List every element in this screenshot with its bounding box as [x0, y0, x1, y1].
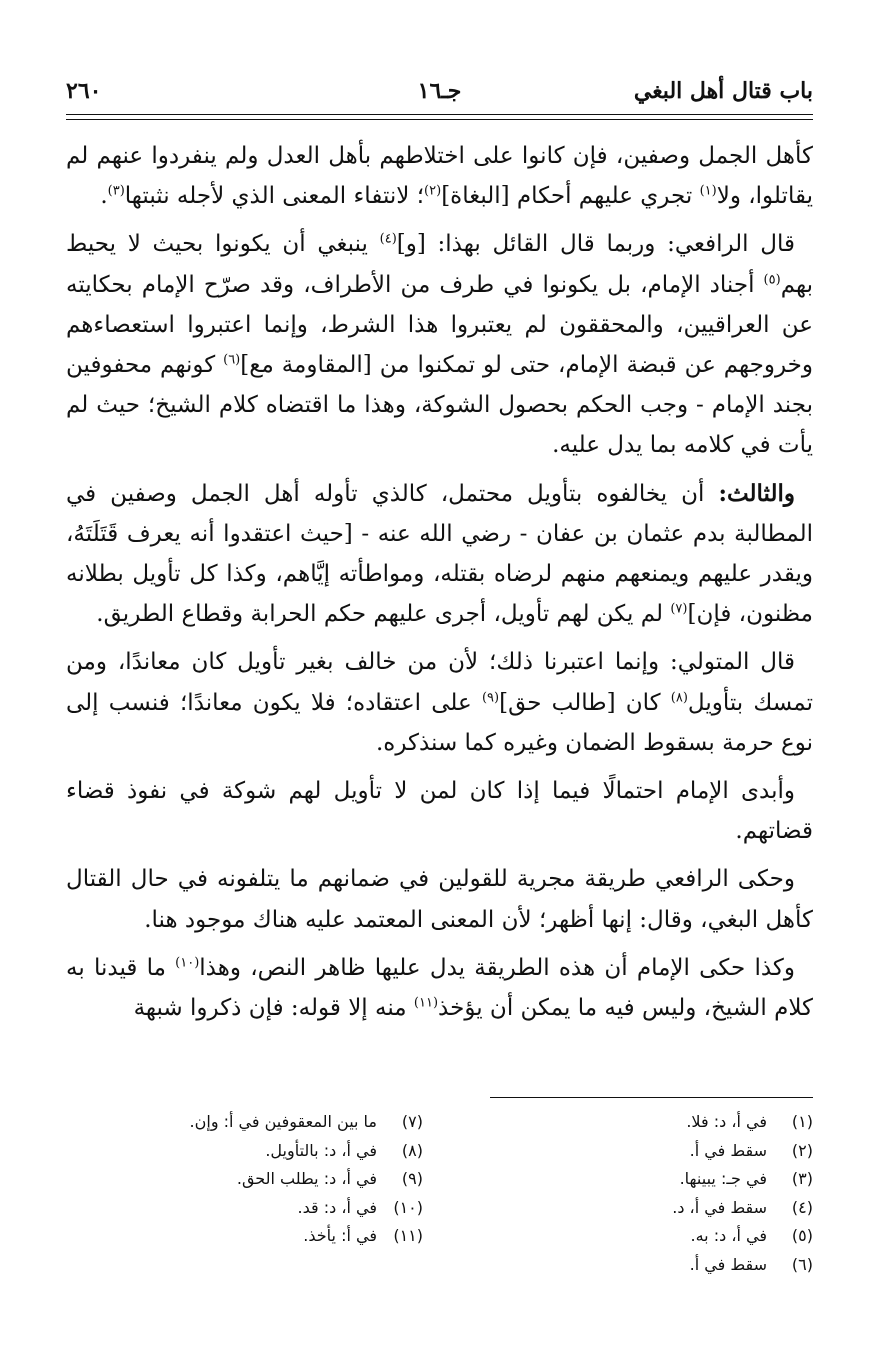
text-run: ينبغي أن يكونوا بحيث لا يحيط بهم [66, 231, 813, 298]
footnote [473, 1165, 813, 1194]
text-run: أن يخالفوه بتأويل محتمل، كالذي تأوله أهل الجمل وصفين في المطالبة بدم عثمان بن عفان - رضي الله عنه - [حيث اعتقدوا أنه يعرف قَتَلَتَهُ، ويقدر عليهم ويمنعهم منهم لرضاه بقتله، ومواطأته إيَّاهم، وكذا كل تأويل بطلانه مظنون، فإن] [66, 480, 813, 628]
footnote [473, 1108, 813, 1137]
footnote-ref[interactable]: (٤) [379, 231, 397, 247]
paragraph [66, 136, 813, 216]
footnote-number: (٨) [401, 1140, 423, 1160]
footnote-ref[interactable]: (٩) [481, 689, 500, 705]
text-run: كان [طالب حق] [499, 689, 671, 716]
footnote-number: (٥) [791, 1226, 813, 1245]
text-run: . [100, 183, 108, 210]
footnote-ref[interactable]: (١٠) [175, 955, 200, 971]
main-text [66, 136, 813, 1036]
footnote-text: في أ، د: بالتأويل. [265, 1140, 377, 1160]
footnote [473, 1194, 813, 1223]
footnote-text: في جـ: يبينها. [679, 1169, 767, 1188]
footnote-text: في أ: يأخذ. [303, 1226, 377, 1245]
text-run: لم يكن لهم تأويل، أجرى عليهم حكم الحرابة وقطاع الطريق. [96, 601, 671, 628]
footnote-text: سقط في أ. [689, 1254, 767, 1274]
footnote-text: سقط في أ. [689, 1140, 767, 1160]
text-run: وحكى الرافعي طريقة مجرية للقولين في ضمانهم ما يتلفونه في حال القتال كأهل البغي، وقال: إنها أظهر؛ لأن المعنى المعتمد عليه هناك موجود هنا. [66, 866, 813, 933]
paragraph [66, 224, 813, 465]
footnote-rule [490, 1097, 813, 1098]
header-rule-secondary [66, 119, 813, 120]
footnote-ref[interactable]: (١) [699, 183, 717, 199]
paragraph [66, 771, 813, 851]
volume-label: جـ١٦ [417, 78, 462, 104]
header-rule [66, 114, 813, 115]
footnote-number: (٦) [791, 1254, 813, 1274]
chapter-title: باب قتال أهل البغي [633, 78, 813, 104]
footnote-ref[interactable]: (٦) [223, 352, 241, 368]
text-run: كونهم محفوفين بجند الإمام - وجب الحكم بحصول الشوكة، وهذا ما اقتضاه كلام الشيخ؛ حيث لم يأت في كلامه بما يدل عليه. [66, 352, 813, 459]
running-header [66, 72, 813, 112]
footnote-text: في أ، د: به. [690, 1226, 767, 1245]
text-run: ؛ لانتفاء المعنى الذي لأجله نثبتها [124, 183, 425, 210]
text-run: على اعتقاده؛ فلا يكون معاندًا؛ فنسب إلى نوع حرمة بسقوط الضمان وغيره كما سنذكره. [66, 689, 813, 756]
footnote-text: سقط في أ، د. [672, 1197, 767, 1217]
text-run: وكذا حكى الإمام أن هذه الطريقة يدل عليها ظاهر النص، وهذا [199, 954, 795, 981]
text-run: قال المتولي: وإنما اعتبرنا ذلك؛ لأن من خالف بغير تأويل كان معاندًا، ومن تمسك بتأويل [66, 649, 813, 716]
footnote-ref[interactable]: (٨) [670, 689, 688, 705]
footnote-number: (٣) [791, 1169, 813, 1188]
footnote [473, 1137, 813, 1166]
footnote-ref[interactable]: (٢) [424, 183, 442, 199]
footnote-number: (٧) [401, 1112, 423, 1131]
footnote [83, 1222, 423, 1251]
paragraph [66, 948, 813, 1028]
paragraph [66, 859, 813, 939]
footnote [473, 1251, 813, 1280]
footnote [83, 1108, 423, 1137]
text-run: قال الرافعي: وربما قال القائل بهذا: [و] [396, 231, 795, 258]
footnote-number: (١١) [393, 1226, 423, 1245]
paragraph-lead: والثالث: [718, 479, 795, 507]
footnote-ref[interactable]: (٧) [670, 601, 688, 617]
footnotes-column-right [473, 1108, 813, 1279]
footnote [473, 1222, 813, 1251]
footnote-text: في أ، د: قد. [297, 1197, 377, 1217]
footnote [83, 1137, 423, 1166]
footnote-number: (٩) [401, 1169, 423, 1188]
text-run: تجري عليهم أحكام [البغاة] [441, 183, 700, 210]
footnote-number: (٢) [791, 1140, 813, 1160]
text-run: وأبدى الإمام احتمالًا فيما إذا كان لمن لا تأويل لهم شوكة في نفوذ قضاء قضاتهم. [66, 778, 813, 845]
text-run: كأهل الجمل وصفين، فإن كانوا على اختلاطهم بأهل العدل ولم ينفردوا عنهم لم يقاتلوا، ولا [66, 143, 813, 210]
text-run: أجناد الإمام، بل يكونوا في طرف من الأطراف، وقد صرّح الإمام بحكايته عن العراقيين، والمحققون لم يعتبروا هذا الشرط، وإنما اعتبروا استعصاءهم وخروجهم عن قبضة الإمام، حتى لو تمكنوا من [المقاومة مع] [66, 271, 813, 379]
footnote [83, 1165, 423, 1194]
page-number: ٢٦٠ [66, 78, 102, 104]
footnote-text: ما بين المعقوفين في أ: وإن. [189, 1112, 377, 1131]
footnote-number: (١٠) [393, 1197, 423, 1217]
footnote-number: (١) [791, 1112, 813, 1131]
paragraph [66, 474, 813, 635]
paragraph [66, 642, 813, 763]
footnote [83, 1194, 423, 1223]
footnote-text: في أ، د: فلا. [686, 1112, 767, 1131]
footnotes-column-left [83, 1108, 423, 1251]
footnote-ref[interactable]: (١١) [413, 995, 439, 1011]
text-run: ما قيدنا به كلام الشيخ، وليس فيه ما يمكن أن يؤخذ [66, 954, 813, 1022]
footnote-text: في أ، د: يطلب الحق. [236, 1169, 377, 1188]
footnote-ref[interactable]: (٥) [763, 271, 781, 287]
text-run: منه إلا قوله: فإن ذكروا شبهة [133, 995, 414, 1022]
footnote-number: (٤) [791, 1197, 813, 1217]
footnote-ref[interactable]: (٣) [107, 183, 125, 199]
